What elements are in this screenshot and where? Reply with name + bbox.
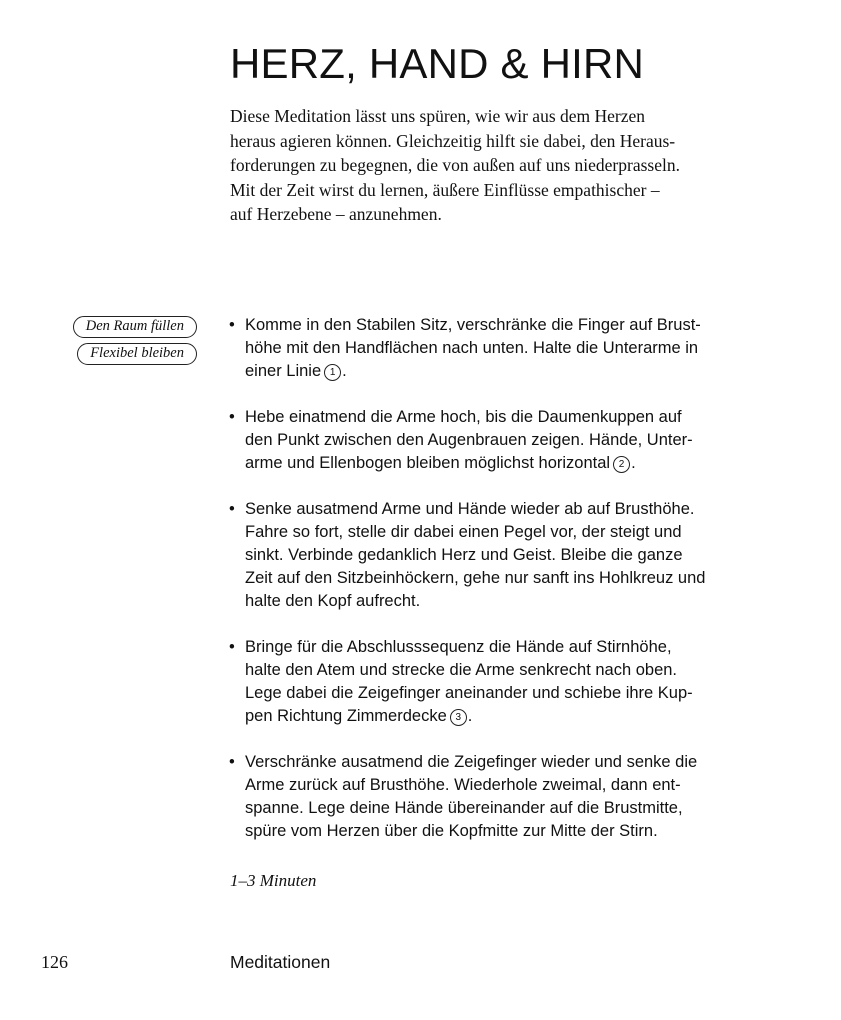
bullet: •: [229, 638, 235, 656]
step-item: [228, 498, 748, 613]
step-line: halte den Atem und strecke die Arme senkrecht nach oben.: [245, 661, 678, 679]
step-line-end: .: [467, 707, 473, 725]
bullet: •: [229, 753, 235, 771]
step-line: spanne. Lege deine Hände übereinander auf die Brustmitte,: [245, 799, 683, 817]
intro-paragraph: [230, 104, 730, 227]
step-line: halte den Kopf aufrecht.: [245, 592, 421, 610]
tag-flexibel-bleiben: Flexibel bleiben: [77, 343, 197, 365]
figure-marker: 2: [613, 456, 630, 473]
tag-list: [62, 316, 197, 365]
step-line: Lege dabei die Zeigefinger aneinander und schiebe ihre Kup-: [245, 684, 693, 702]
step-line-end: .: [342, 362, 347, 380]
step-line: Hebe einatmend die Arme hoch, bis die Daumenkuppen auf: [245, 408, 682, 426]
page-title: HERZ, HAND & HIRN: [230, 40, 645, 87]
intro-line: auf Herzebene – anzunehmen.: [230, 204, 442, 224]
step-line: sinkt. Verbinde gedanklich Herz und Geist. Bleibe die ganze: [245, 546, 683, 564]
bullet: •: [229, 500, 235, 518]
step-line-text: pen Richtung Zimmerdecke: [245, 707, 447, 725]
step-list: [228, 314, 748, 866]
intro-line: Mit der Zeit wirst du lernen, äußere Einflüsse empathischer –: [230, 179, 660, 200]
step-line: Arme zurück auf Brusthöhe. Wiederhole zweimal, dann ent-: [245, 776, 681, 794]
step-line-text: einer Linie: [245, 362, 322, 380]
step-line-end: .: [631, 454, 636, 472]
intro-line: forderungen zu begegnen, die von außen auf uns niederprasseln.: [230, 155, 680, 175]
step-line: Senke ausatmend Arme und Hände wieder ab auf Brusthöhe.: [245, 500, 695, 518]
step-line: Fahre so fort, stelle dir dabei einen Pegel vor, der steigt und: [245, 523, 682, 541]
step-line: Zeit auf den Sitzbeinhöckern, gehe nur sanft ins Hohlkreuz und: [245, 569, 706, 587]
step-line-last: [245, 452, 748, 475]
intro-line: Diese Meditation lässt uns spüren, wie wir aus dem Herzen: [230, 106, 646, 126]
figure-marker: 1: [324, 364, 341, 381]
step-item: [228, 751, 748, 843]
bullet: •: [229, 408, 235, 426]
page-number: 126: [41, 952, 68, 972]
intro-line: heraus agieren können. Gleichzeitig hilft sie dabei, den Heraus-: [230, 130, 676, 151]
step-line: Verschränke ausatmend die Zeigefinger wieder und senke die: [245, 753, 698, 771]
step-line-last: [245, 360, 748, 383]
figure-marker: 3: [450, 709, 467, 726]
step-line: Komme in den Stabilen Sitz, verschränke die Finger auf Brust-: [245, 316, 701, 334]
step-line: den Punkt zwischen den Augenbrauen zeigen. Hände, Unter-: [245, 431, 693, 449]
step-line-text: arme und Ellenbogen bleiben möglichst horizontal: [245, 454, 611, 472]
duration: 1–3 Minuten: [230, 871, 317, 890]
step-line-last: [245, 705, 748, 728]
tag-den-raum-fuellen: Den Raum füllen: [73, 316, 197, 338]
bullet: •: [229, 316, 235, 334]
step-item: [228, 314, 748, 383]
step-line: höhe mit den Handflächen nach unten. Halte die Unterarme in: [245, 339, 699, 357]
step-line: Bringe für die Abschlusssequenz die Hände auf Stirnhöhe,: [245, 638, 672, 656]
step-item: [228, 406, 748, 475]
step-line: spüre vom Herzen über die Kopfmitte zur Mitte der Stirn.: [245, 822, 658, 840]
step-item: [228, 636, 748, 728]
section-title: Meditationen: [230, 952, 331, 972]
